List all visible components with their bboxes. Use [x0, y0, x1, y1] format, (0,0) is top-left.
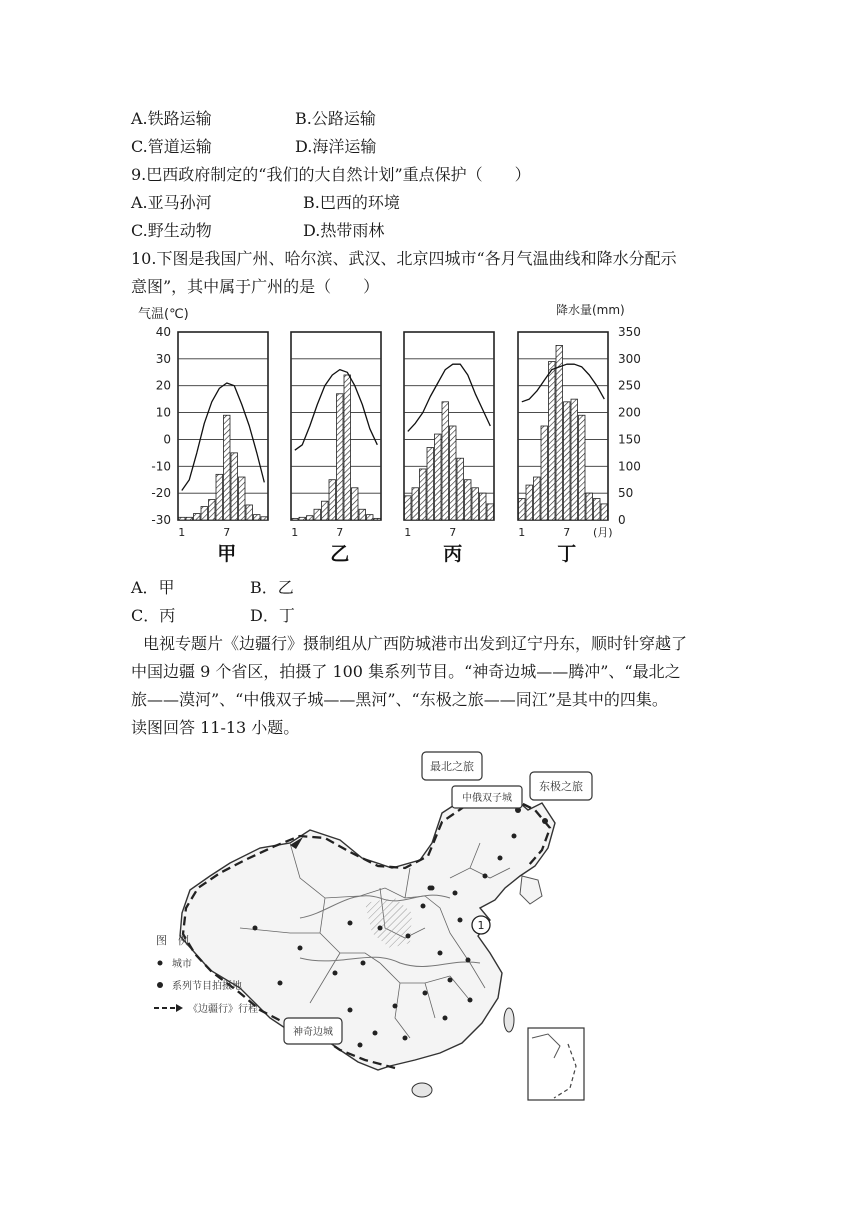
precip-bar	[579, 415, 586, 520]
precip-tick-label: 300	[618, 351, 641, 366]
precip-bar	[480, 493, 487, 520]
panel-label: 乙	[330, 543, 350, 565]
precip-bar	[216, 474, 223, 520]
month-tick-label: 7	[336, 526, 344, 539]
temp-tick-label: -10	[151, 459, 171, 474]
precip-bar	[194, 514, 201, 520]
hainan-island	[412, 1083, 432, 1097]
precip-tick-label: 350	[618, 325, 641, 339]
callout-border-town: 神奇边城	[293, 1027, 333, 1038]
legend-city-dot	[158, 961, 163, 966]
q10-stem-line2: 意图”，其中属于广州的是（ ）	[131, 277, 380, 296]
legend-city: 城市	[172, 959, 192, 970]
precip-bar	[594, 499, 601, 520]
precip-bar	[292, 518, 299, 520]
precip-tick-label: 250	[618, 378, 641, 393]
callout-twincity: 中俄双子城	[462, 793, 512, 804]
month-tick-label: 7	[449, 526, 457, 539]
precip-bar	[374, 518, 381, 520]
climate-panel-3	[404, 332, 494, 565]
precip-bar	[586, 493, 593, 520]
callout-northmost: 最北之旅	[430, 760, 474, 773]
legend-site: 系列节目拍摄地	[172, 981, 242, 992]
precip-bar	[209, 500, 216, 520]
precip-bar	[201, 507, 208, 520]
climate-panel-2	[291, 332, 381, 565]
passage-line1: 电视专题片《边疆行》摄制组从广西防城港市出发到辽宁丹东，顺时针穿越了	[143, 634, 688, 653]
precip-bar	[526, 485, 533, 520]
precip-bar	[261, 517, 268, 520]
passage-line4: 读图回答 11-13 小题。	[131, 718, 300, 737]
temp-tick-label: 30	[155, 351, 171, 366]
passage-line3: 旅——漠河”、“中俄双子城——黑河”、“东极之旅——同江”是其中的四集。	[131, 690, 668, 709]
q10-option-b: B．乙	[250, 578, 294, 597]
precip-bar	[442, 402, 449, 520]
precip-bar	[344, 375, 351, 520]
precip-bar	[549, 362, 556, 520]
precip-bar	[564, 402, 571, 520]
korea-outline	[520, 876, 542, 904]
precip-bar	[556, 345, 563, 520]
precip-bar	[299, 517, 306, 520]
precip-bar	[359, 509, 366, 520]
precip-bar	[224, 415, 231, 520]
month-unit-label: (月)	[593, 526, 613, 539]
panel-frame	[178, 332, 268, 520]
panel-label: 丁	[557, 543, 577, 565]
month-tick-label: 1	[178, 526, 186, 539]
q8-option-d: D.海洋运输	[295, 137, 377, 156]
precip-bar	[457, 458, 464, 520]
precip-bar	[465, 480, 472, 520]
precip-bar	[435, 434, 442, 520]
q8-option-c: C.管道运输	[131, 137, 212, 156]
q10-option-c: C．丙	[131, 606, 176, 625]
climate-panel-1	[178, 332, 268, 565]
marker-label: 1	[477, 919, 485, 932]
month-tick-label: 1	[291, 526, 299, 539]
precip-bar	[534, 477, 541, 520]
precip-tick-label: 200	[618, 405, 641, 420]
precip-bar	[186, 517, 193, 520]
precip-bar	[322, 501, 329, 520]
precip-bar	[307, 516, 314, 520]
precip-bar	[239, 477, 246, 520]
precip-bar	[179, 517, 186, 520]
panel-label: 丙	[443, 543, 463, 565]
precip-bar	[254, 515, 261, 520]
legend-title: 图 例	[156, 934, 189, 947]
q10-option-d: D．丁	[250, 606, 295, 625]
precip-bar	[420, 469, 427, 520]
temp-tick-label: 40	[155, 325, 171, 339]
month-tick-label: 1	[518, 526, 526, 539]
q9-option-c: C.野生动物	[131, 221, 212, 240]
month-tick-label: 7	[563, 526, 571, 539]
china-outline	[180, 790, 555, 1070]
precip-bar	[472, 488, 479, 520]
precip-tick-label: 100	[618, 459, 641, 474]
temp-tick-label: 10	[155, 405, 171, 420]
climate-charts-figure	[138, 300, 641, 565]
precip-bar	[231, 453, 238, 520]
q9-option-a: A.亚马孙河	[131, 193, 212, 212]
temperature-axis-title: 气温(℃)	[138, 307, 189, 322]
legend-route: 《边疆行》行程	[188, 1004, 258, 1015]
precip-bar	[352, 488, 359, 520]
panel-frame	[291, 332, 381, 520]
precip-bar	[519, 499, 526, 520]
q9-stem: 9.巴西政府制定的“我们的大自然计划”重点保护（ ）	[131, 165, 531, 184]
precip-bar	[314, 509, 321, 520]
temp-tick-label: 0	[163, 432, 171, 447]
precip-bar	[601, 504, 608, 520]
temp-tick-label: -30	[151, 513, 171, 527]
legend-route-arrow	[176, 1004, 183, 1012]
precipitation-axis-title: 降水量(mm)	[556, 303, 625, 317]
precip-bar	[337, 394, 344, 520]
temp-tick-label: 20	[155, 378, 171, 393]
callout-eastmost: 东极之旅	[539, 780, 583, 793]
precip-bar	[246, 505, 253, 520]
month-tick-label: 1	[404, 526, 412, 539]
precip-bar	[487, 504, 494, 520]
precip-bar	[427, 447, 434, 520]
panel-label: 甲	[217, 543, 237, 565]
precip-tick-label: 0	[618, 513, 626, 527]
precip-tick-label: 150	[618, 432, 641, 447]
precip-bar	[412, 488, 419, 520]
passage-line2: 中国边疆 9 个省区，拍摄了 100 集系列节目。“神奇边城——腾冲”、“最北之	[131, 662, 681, 681]
legend-site-dot	[157, 982, 163, 988]
precip-bar	[405, 496, 412, 520]
q8-option-a: A.铁路运输	[131, 109, 212, 128]
china-border-map	[150, 748, 620, 1108]
taiwan-island	[504, 1008, 514, 1032]
precip-bar	[450, 426, 457, 520]
q10-stem-line1: 10.下图是我国广州、哈尔滨、武汉、北京四城市“各月气温曲线和降水分配示	[131, 249, 677, 268]
q10-option-a: A．甲	[131, 578, 175, 597]
precip-bar	[541, 426, 548, 520]
q9-option-d: D.热带雨林	[303, 221, 385, 240]
month-tick-label: 7	[223, 526, 231, 539]
precip-bar	[329, 480, 336, 520]
precip-tick-label: 50	[618, 486, 634, 501]
precip-bar	[367, 515, 374, 520]
temp-tick-label: -20	[151, 486, 171, 501]
q8-option-b: B.公路运输	[295, 109, 376, 128]
q9-option-b: B.巴西的环境	[303, 193, 400, 212]
precip-bar	[571, 399, 578, 520]
